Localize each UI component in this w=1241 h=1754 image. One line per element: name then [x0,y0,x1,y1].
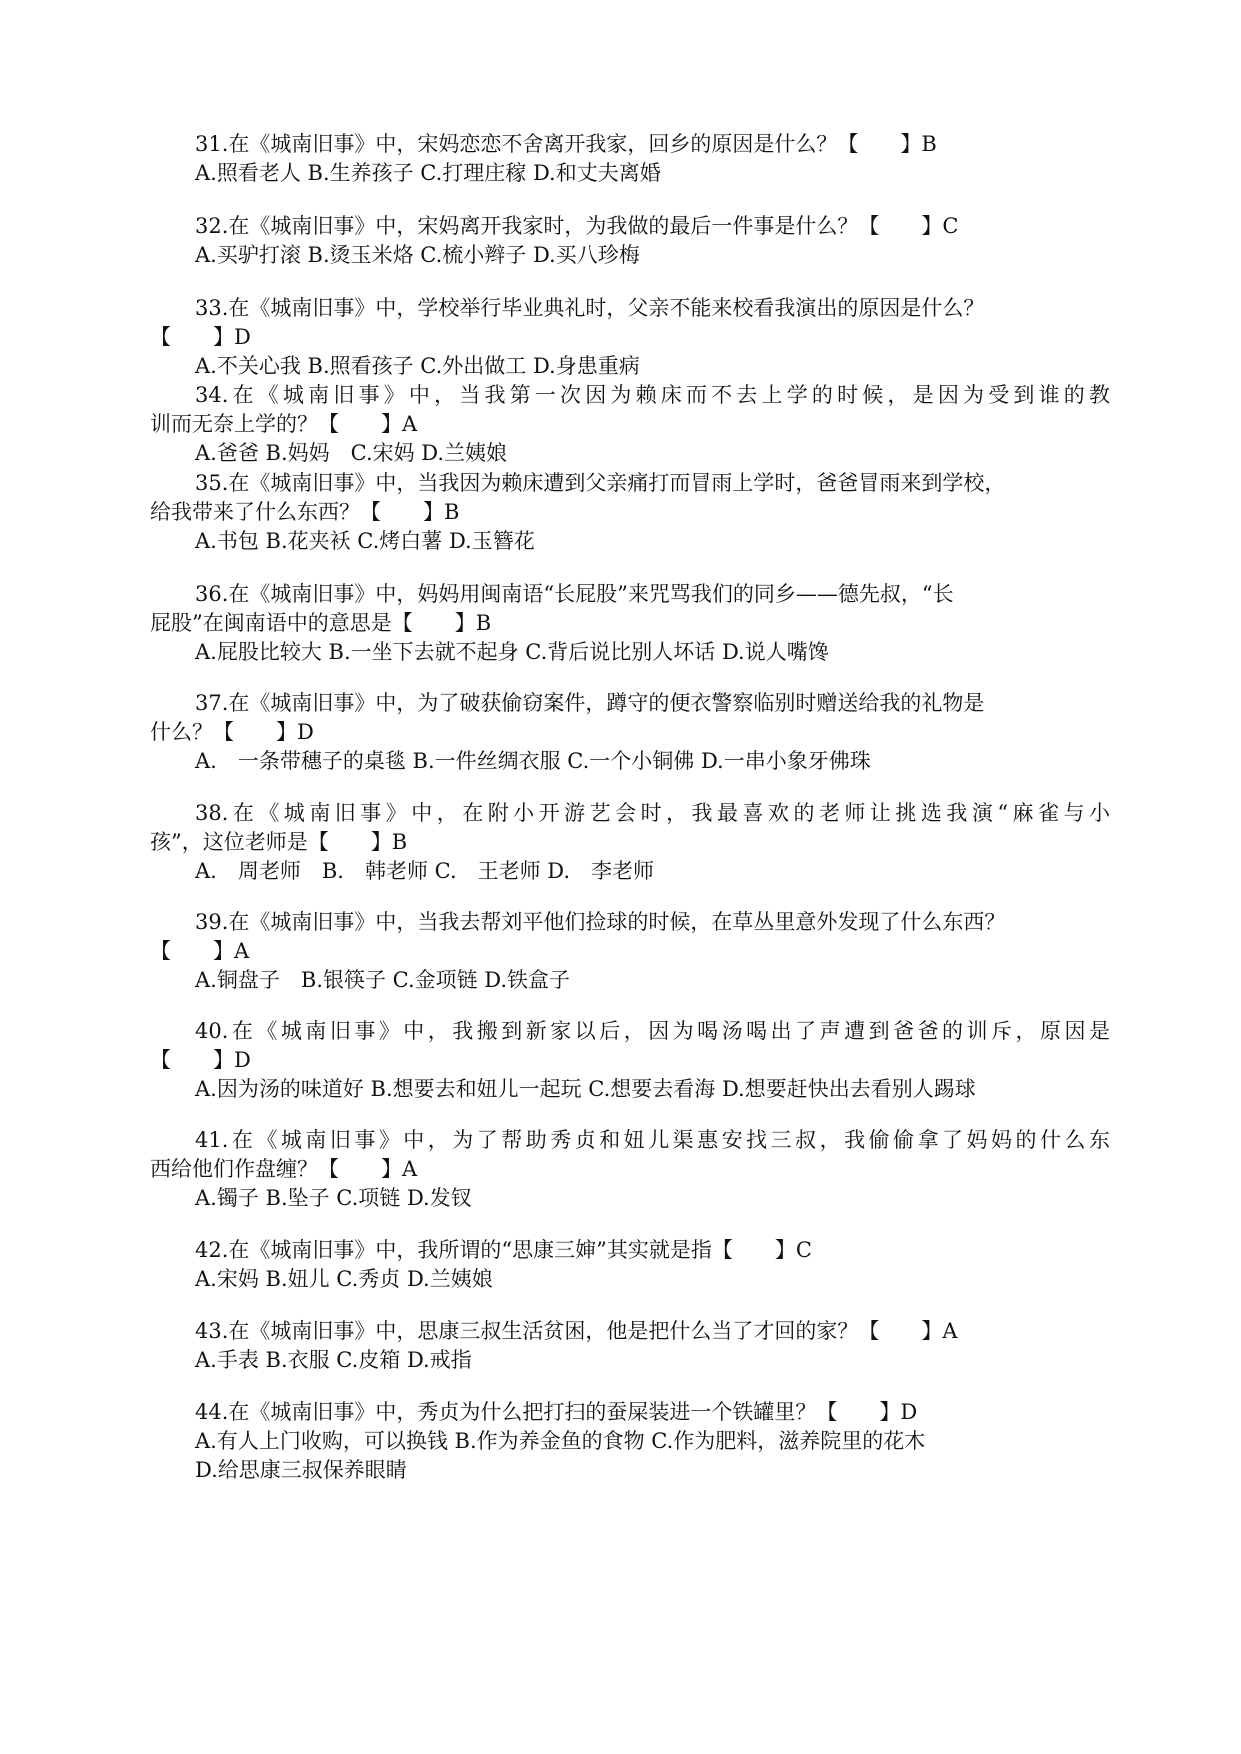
question-text-continued: 训而无奈上学的？【 】A [150,412,418,436]
answer-options: A.照看老人 B.生养孩子 C.打理庄稼 D.和丈夫离婚 [195,161,661,185]
question-text: 38.在《城南旧事》中，在附小开游艺会时，我最喜欢的老师让挑选我演“麻雀与小 [195,801,1110,825]
question-text: 40.在《城南旧事》中，我搬到新家以后，因为喝汤喝出了声遭到爸爸的训斥，原因是 [195,1019,1110,1043]
question-text-continued: 孩”，这位老师是【 】B [150,830,408,854]
answer-options: A.手表 B.衣服 C.皮箱 D.戒指 [195,1348,472,1372]
question-text: 42.在《城南旧事》中，我所谓的“思康三婶”其实就是指【 】C [195,1238,812,1262]
question-36 [150,580,1110,667]
question-text: 37.在《城南旧事》中，为了破获偷窃案件，蹲守的便衣警察临别时赠送给我的礼物是 [195,691,985,715]
question-text: 44.在《城南旧事》中，秀贞为什么把打扫的蚕屎装进一个铁罐里？【 】D [195,1400,918,1424]
question-text: 36.在《城南旧事》中，妈妈用闽南语“长屁股”来咒骂我们的同乡——德先叔，“长 [195,582,954,606]
question-39 [150,908,1110,995]
question-text: 39.在《城南旧事》中，当我去帮刘平他们捡球的时候，在草丛里意外发现了什么东西？ [195,910,1006,934]
answer-options: A.因为汤的味道好 B.想要去和妞儿一起玩 C.想要去看海 D.想要赶快出去看别人踢球 [195,1077,976,1101]
question-31 [150,130,1110,188]
question-text-continued: 屁股”在闽南语中的意思是【 】B [150,611,492,635]
question-41 [150,1126,1110,1213]
answer-options: A.有人上门收购，可以换钱 B.作为养金鱼的食物 C.作为肥料，滋养院里的花木 [195,1429,926,1453]
question-42 [150,1236,1110,1294]
question-text: 32.在《城南旧事》中，宋妈离开我家时，为我做的最后一件事是什么？【 】C [195,214,959,238]
question-text-continued: 【 】D [150,325,251,349]
question-text: 35.在《城南旧事》中，当我因为赖床遭到父亲痛打而冒雨上学时，爸爸冒雨来到学校， [195,471,1006,495]
answer-options: A.镯子 B.坠子 C.项链 D.发钗 [195,1186,472,1210]
question-text: 33.在《城南旧事》中，学校举行毕业典礼时，父亲不能来校看我演出的原因是什么？ [195,296,985,320]
question-text-continued: 【 】D [150,1048,251,1072]
question-38 [150,799,1110,886]
question-text-continued: 什么？【 】D [150,720,314,744]
question-text: 41.在《城南旧事》中，为了帮助秀贞和妞儿渠惠安找三叔，我偷偷拿了妈妈的什么东 [195,1128,1110,1152]
answer-options: A.不关心我 B.照看孩子 C.外出做工 D.身患重病 [195,354,640,378]
question-text: 31.在《城南旧事》中，宋妈恋恋不舍离开我家，回乡的原因是什么？【 】B [195,132,937,156]
question-text: 43.在《城南旧事》中，思康三叔生活贫困，他是把什么当了才回的家？【 】A [195,1319,958,1343]
answer-options-continued: D.给思康三叔保养眼睛 [195,1458,407,1482]
question-35 [150,469,1110,556]
question-40 [150,1017,1110,1104]
question-43 [150,1317,1110,1375]
question-text-continued: 【 】A [150,939,250,963]
question-37 [150,689,1110,776]
question-44 [150,1398,1110,1485]
question-32 [150,212,1110,270]
answer-options: A. 周老师 B. 韩老师 C. 王老师 D. 李老师 [195,859,655,883]
answer-options: A.书包 B.花夹袄 C.烤白薯 D.玉簪花 [195,529,535,553]
answer-options: A.爸爸 B.妈妈 C.宋妈 D.兰姨娘 [195,441,508,465]
question-text-continued: 给我带来了什么东西？【 】B [150,500,460,524]
answer-options: A.宋妈 B.妞儿 C.秀贞 D.兰姨娘 [195,1267,493,1291]
question-33 [150,294,1110,381]
answer-options: A. 一条带穗子的桌毯 B.一件丝绸衣服 C.一个小铜佛 D.一串小象牙佛珠 [195,749,871,773]
question-text: 34.在《城南旧事》中，当我第一次因为赖床而不去上学的时候，是因为受到谁的教 [195,383,1110,407]
question-34 [150,381,1110,468]
answer-options: A.铜盘子 B.银筷子 C.金项链 D.铁盒子 [195,968,571,992]
answer-options: A.屁股比较大 B.一坐下去就不起身 C.背后说比别人坏话 D.说人嘴馋 [195,640,829,664]
answer-options: A.买驴打滚 B.烫玉米烙 C.梳小辫子 D.买八珍梅 [195,243,640,267]
question-text-continued: 西给他们作盘缠？【 】A [150,1157,418,1181]
